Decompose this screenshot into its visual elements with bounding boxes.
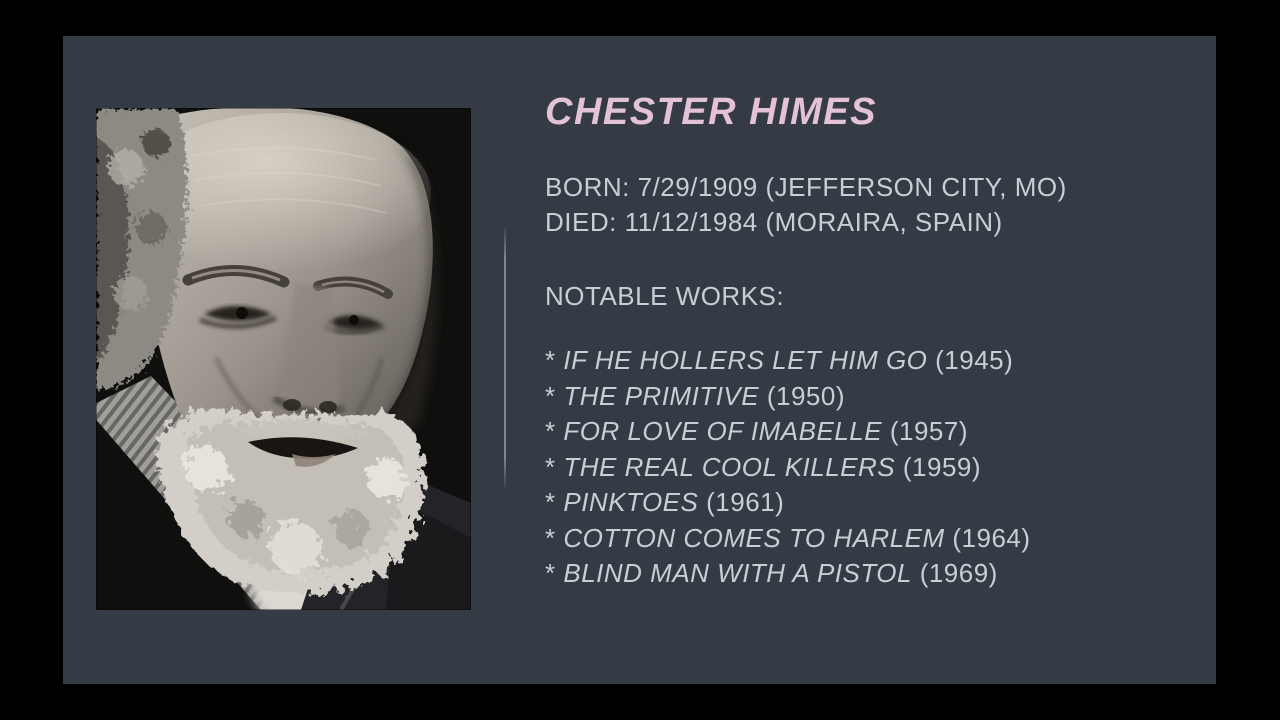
work-year: (1961) <box>706 487 785 517</box>
work-year: (1950) <box>766 380 845 411</box>
work-title: BLIND MAN WITH A PISTOL <box>563 558 912 588</box>
work-year: (1959) <box>902 451 982 482</box>
work-year: (1969) <box>919 558 998 588</box>
bullet: * <box>545 522 556 553</box>
bullet: * <box>545 487 556 517</box>
work-year: (1945) <box>935 345 1014 375</box>
work-title: THE PRIMITIVE <box>563 380 760 411</box>
work-year: (1957) <box>889 416 968 446</box>
bullet: * <box>545 416 556 446</box>
born-line: BORN: 7/29/1909 (JEFFERSON CITY, MO) <box>545 172 1067 202</box>
list-item <box>545 485 1031 521</box>
works-list <box>545 343 1031 592</box>
page-title: CHESTER HIMES <box>545 91 877 133</box>
died-line: DIED: 11/12/1984 (MORAIRA, SPAIN) <box>545 207 1003 237</box>
work-title: COTTON COMES TO HARLEM <box>563 522 945 553</box>
work-year: (1964) <box>952 522 1031 553</box>
list-item <box>545 343 1031 379</box>
chester-himes-portrait-image <box>96 108 471 610</box>
work-title: THE REAL COOL KILLERS <box>563 451 896 482</box>
list-item <box>545 450 1031 486</box>
bullet: * <box>545 558 556 588</box>
works-heading: NOTABLE WORKS: <box>545 281 785 311</box>
biography-dates <box>545 170 1067 240</box>
bullet: * <box>545 380 556 411</box>
list-item <box>545 556 1031 592</box>
content-divider-line <box>504 228 506 487</box>
list-item <box>545 379 1031 415</box>
list-item <box>545 414 1031 450</box>
presentation-slide <box>63 36 1216 684</box>
work-title: IF HE HOLLERS LET HIM GO <box>563 345 928 375</box>
bullet: * <box>545 345 556 375</box>
portrait-photo <box>96 108 471 610</box>
list-item <box>545 521 1031 557</box>
bullet: * <box>545 451 556 482</box>
work-title: PINKTOES <box>563 487 699 517</box>
work-title: FOR LOVE OF IMABELLE <box>563 416 883 446</box>
